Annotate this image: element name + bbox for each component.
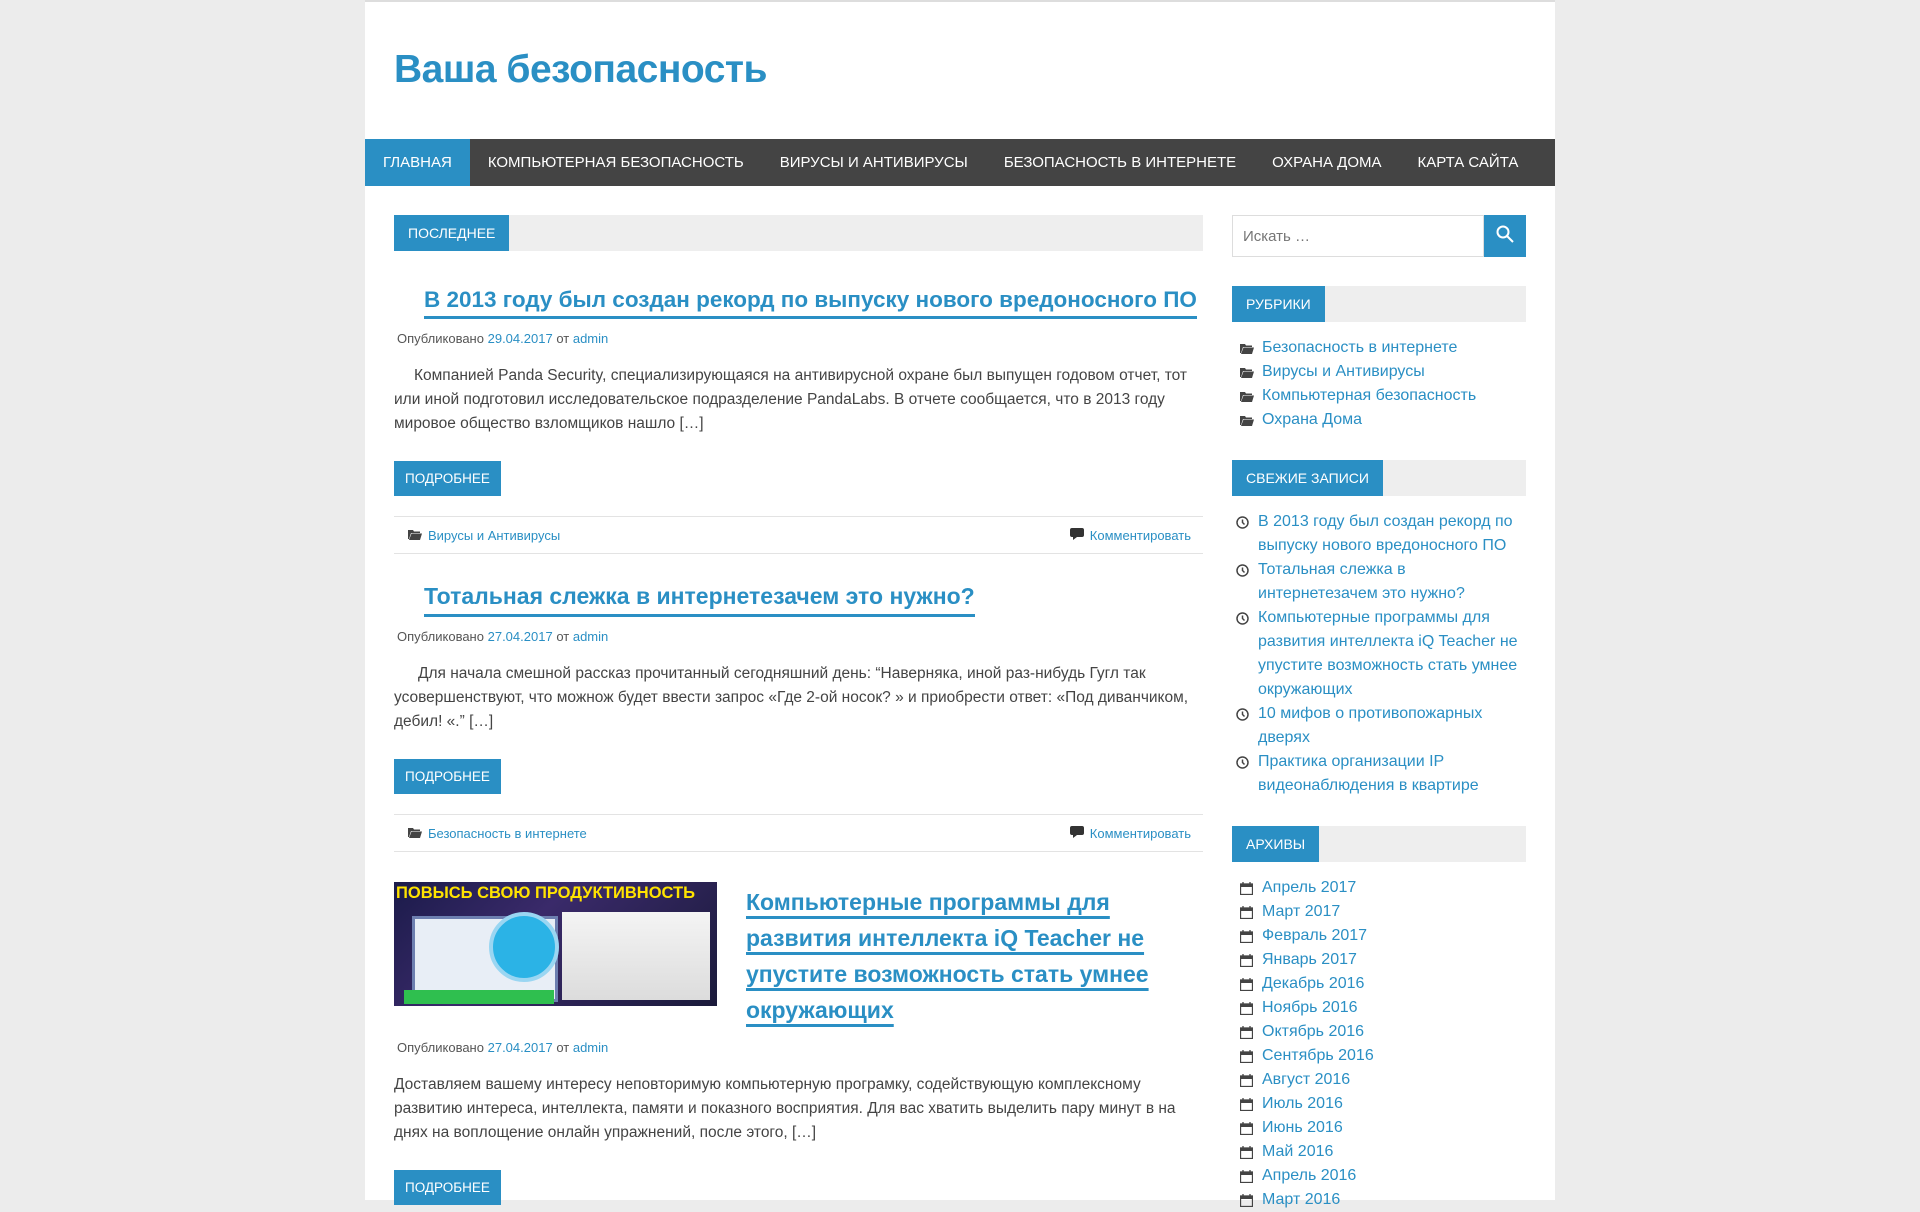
recent-post-link[interactable]: Тотальная слежка в интернетезачем это нужно? <box>1258 561 1465 602</box>
archives-widget-header <box>1232 826 1526 862</box>
post-meta <box>394 629 1203 644</box>
post-excerpt: Доставляем вашему интересу неповторимую компьютерную програмку, содействующую комплексному развитию интереса, интеллекта, памяти и показного восприятия. Для вас хватить выделить пару минут в на днях на воплощение онлайн упражнений, после этого, […] <box>394 1076 1176 1142</box>
nav-item-home-security[interactable]: ОХРАНА ДОМА <box>1272 154 1382 171</box>
list-item[interactable] <box>1240 384 1526 408</box>
post-comment-link[interactable] <box>1070 528 1203 543</box>
folder-icon <box>408 528 422 543</box>
thumbnail-caption: ПОВЫСЬ СВОЮ ПРОДУКТИВНОСТЬ <box>396 884 695 903</box>
by-label: от <box>556 331 570 347</box>
calendar-icon <box>1240 876 1262 900</box>
list-item[interactable] <box>1240 1092 1526 1116</box>
clock-icon <box>1236 558 1258 582</box>
list-item[interactable] <box>1240 900 1526 924</box>
list-item[interactable] <box>1240 972 1526 996</box>
main-content <box>394 215 1203 1205</box>
search-icon <box>1496 225 1514 248</box>
rubric-link[interactable]: Безопасность в интернете <box>1262 339 1458 356</box>
folder-icon <box>408 826 422 841</box>
post-meta <box>394 1040 1203 1055</box>
search-form <box>1232 215 1526 257</box>
list-item[interactable] <box>1240 948 1526 972</box>
clock-icon <box>1236 750 1258 774</box>
recent-post-link[interactable]: Компьютерные программы для развития интеллекта iQ Teacher не упустите возможность стать умнее окружающих <box>1258 609 1518 698</box>
post-title[interactable]: Тотальная слежка в интернетезачем это нужно? <box>424 582 975 617</box>
post-date[interactable]: 27.04.2017 <box>487 1040 553 1056</box>
rubric-link[interactable]: Охрана Дома <box>1262 411 1363 428</box>
archive-link[interactable]: Июнь 2016 <box>1262 1119 1343 1136</box>
list-item[interactable] <box>1240 1164 1526 1188</box>
post-date[interactable]: 29.04.2017 <box>487 331 553 347</box>
post-meta <box>394 331 1203 346</box>
post-excerpt: Компанией Panda Security, специализирующаяся на антивирусной охране был выпущен годовом отчет, тот или иной подготовил исследовательское подразделение PandaLabs. В отчете сообщается, что в 2013 году мировое общество взломщиков нашло […] <box>394 367 1187 433</box>
calendar-icon <box>1240 1188 1262 1212</box>
list-item[interactable] <box>1240 1044 1526 1068</box>
latest-section-label: ПОСЛЕДНЕЕ <box>394 215 509 251</box>
list-item[interactable] <box>1236 606 1526 702</box>
list-item[interactable] <box>1240 336 1526 360</box>
folder-icon <box>1240 360 1262 384</box>
archive-link[interactable]: Декабрь 2016 <box>1262 975 1365 992</box>
archive-link[interactable]: Октябрь 2016 <box>1262 1023 1365 1040</box>
thumbnail-bar-graphic <box>404 990 554 1004</box>
clock-icon <box>1236 606 1258 630</box>
nav-item-sitemap[interactable]: КАРТА САЙТА <box>1417 154 1519 171</box>
post-category: Безопасность в интернете <box>428 825 587 841</box>
post-author[interactable]: admin <box>572 331 609 347</box>
calendar-icon <box>1240 924 1262 948</box>
list-item[interactable] <box>1236 750 1526 798</box>
nav-item-viruses[interactable]: ВИРУСЫ И АНТИВИРУСЫ <box>779 154 968 171</box>
recent-post-link[interactable]: В 2013 году был создан рекорд по выпуску нового вредоносного ПО <box>1258 513 1513 554</box>
by-label: от <box>556 629 570 645</box>
post-footer <box>394 814 1203 852</box>
post-excerpt: Для начала смешной рассказ прочитанный сегодняшний день: “Наверняка, иной раз-нибудь Гугл так усовершенствуют, что можнож будет ввести запрос «Где 2-ой носок? » и приобрести ответ: «Под диванчиком, дебил! «.” […] <box>394 665 1189 731</box>
calendar-icon <box>1240 1068 1262 1092</box>
recent-posts-list <box>1232 510 1526 798</box>
list-item[interactable] <box>1236 702 1526 750</box>
post-thumbnail[interactable] <box>394 882 717 1006</box>
calendar-icon <box>1240 996 1262 1020</box>
post-comment-link[interactable] <box>1070 826 1203 841</box>
post-footer <box>394 516 1203 554</box>
search-button[interactable] <box>1484 215 1526 257</box>
post-category: Вирусы и Антивирусы <box>428 527 561 543</box>
archives-widget-title: АРХИВЫ <box>1232 826 1319 862</box>
list-item[interactable] <box>1240 1020 1526 1044</box>
nav-item-computer-security[interactable]: КОМПЬЮТЕРНАЯ БЕЗОПАСНОСТЬ <box>487 154 744 171</box>
post-author[interactable]: admin <box>572 1040 609 1056</box>
post-card <box>394 285 1203 554</box>
post-category-link[interactable] <box>394 528 560 543</box>
list-item[interactable] <box>1240 924 1526 948</box>
comment-label: Комментировать <box>1089 527 1191 543</box>
by-label: от <box>556 1040 570 1056</box>
archive-link[interactable]: Сентябрь 2016 <box>1262 1047 1374 1064</box>
list-item[interactable] <box>1236 510 1526 558</box>
archive-link[interactable]: Ноябрь 2016 <box>1262 999 1358 1016</box>
archive-link[interactable]: Февраль 2017 <box>1262 927 1368 944</box>
list-item[interactable] <box>1240 1116 1526 1140</box>
recent-post-link[interactable]: Практика организации IP видеонаблюдения в квартире <box>1258 753 1479 794</box>
latest-section-header <box>394 215 1203 251</box>
recent-widget-header <box>1232 460 1526 496</box>
comment-icon <box>1070 528 1084 543</box>
rubric-link[interactable]: Вирусы и Антивирусы <box>1262 363 1425 380</box>
clock-icon <box>1236 702 1258 726</box>
archive-link[interactable]: Август 2016 <box>1262 1071 1351 1088</box>
post-date[interactable]: 27.04.2017 <box>487 629 553 645</box>
published-label: Опубликовано <box>397 331 484 347</box>
folder-icon <box>1240 408 1262 432</box>
archive-link[interactable]: Январь 2017 <box>1262 951 1357 968</box>
calendar-icon <box>1240 1092 1262 1116</box>
folder-icon <box>1240 336 1262 360</box>
comment-label: Комментировать <box>1089 825 1191 841</box>
thumbnail-photo-graphic <box>562 912 710 1000</box>
archive-link[interactable]: Май 2016 <box>1262 1143 1334 1160</box>
rubrics-widget-title: РУБРИКИ <box>1232 286 1325 322</box>
list-item[interactable] <box>1240 996 1526 1020</box>
main-nav <box>365 139 1555 186</box>
folder-icon <box>1240 384 1262 408</box>
calendar-icon <box>1240 1020 1262 1044</box>
post-card <box>394 582 1203 852</box>
archive-link[interactable]: Апрель 2017 <box>1262 879 1357 896</box>
calendar-icon <box>1240 1164 1262 1188</box>
comment-icon <box>1070 826 1084 841</box>
published-label: Опубликовано <box>397 629 484 645</box>
list-item[interactable] <box>1236 558 1526 606</box>
calendar-icon <box>1240 972 1262 996</box>
rubric-link[interactable]: Компьютерная безопасность <box>1262 387 1477 404</box>
read-more-button[interactable]: ПОДРОБНЕЕ <box>394 461 501 496</box>
read-more-button[interactable]: ПОДРОБНЕЕ <box>394 759 501 794</box>
list-item[interactable] <box>1240 1068 1526 1092</box>
calendar-icon <box>1240 1044 1262 1068</box>
read-more-button[interactable]: ПОДРОБНЕЕ <box>394 1170 501 1205</box>
recent-widget-title: СВЕЖИЕ ЗАПИСИ <box>1232 460 1383 496</box>
rubrics-list <box>1232 336 1526 432</box>
calendar-icon <box>1240 1116 1262 1140</box>
published-label: Опубликовано <box>397 1040 484 1056</box>
clock-icon <box>1236 510 1258 534</box>
recent-post-link[interactable]: 10 мифов о противопожарных дверях <box>1258 705 1483 746</box>
archive-link[interactable]: Март 2017 <box>1262 903 1341 920</box>
sidebar <box>1232 215 1526 1212</box>
list-item[interactable] <box>1240 360 1526 384</box>
post-title[interactable] <box>746 884 1156 1030</box>
thumbnail-dial-graphic <box>489 912 559 982</box>
list-item[interactable] <box>1240 1140 1526 1164</box>
rubrics-widget-header <box>1232 286 1526 322</box>
site-title[interactable]: Ваша безопасность <box>394 48 767 91</box>
nav-item-home[interactable]: ГЛАВНАЯ <box>365 139 470 186</box>
calendar-icon <box>1240 1140 1262 1164</box>
calendar-icon <box>1240 948 1262 972</box>
archive-link[interactable]: Апрель 2016 <box>1262 1167 1357 1184</box>
post-title-text: Компьютерные программы для развития интеллекта iQ Teacher не упустите возможность стать умнее окружающих <box>746 889 1149 1024</box>
archive-link[interactable]: Март 2016 <box>1262 1191 1341 1208</box>
search-input[interactable] <box>1232 215 1484 257</box>
page-container <box>365 0 1555 1208</box>
list-item[interactable] <box>1240 1188 1526 1212</box>
archives-list <box>1232 876 1526 1212</box>
list-item[interactable] <box>1240 408 1526 432</box>
calendar-icon <box>1240 900 1262 924</box>
post-category-link[interactable] <box>394 826 587 841</box>
post-title[interactable]: В 2013 году был создан рекорд по выпуску нового вредоносного ПО <box>424 285 1197 319</box>
post-card <box>394 882 1203 1205</box>
post-author[interactable]: admin <box>572 629 609 645</box>
archive-link[interactable]: Июль 2016 <box>1262 1095 1343 1112</box>
list-item[interactable] <box>1240 876 1526 900</box>
nav-item-internet-security[interactable]: БЕЗОПАСНОСТЬ В ИНТЕРНЕТЕ <box>1003 154 1237 171</box>
